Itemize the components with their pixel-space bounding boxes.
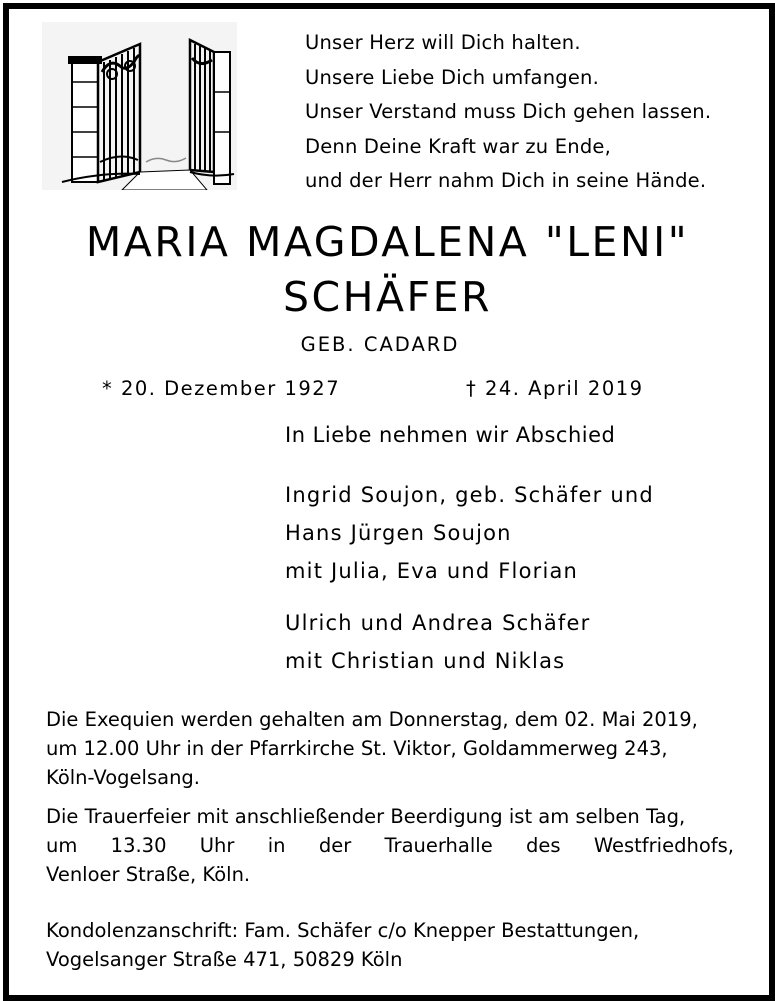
trauerfeier-line3: Venloer Straße, Köln. [46,863,251,886]
open-gate-illustration [42,22,237,190]
word: der [318,834,352,857]
birth-date: * 20. Dezember 1927 [102,377,341,400]
poem-line: Unser Herz will Dich halten. [305,31,581,54]
family-group-2 [285,604,590,680]
family-line: Ulrich und Andrea Schäfer [285,611,591,635]
exequien-paragraph [46,705,734,792]
kondolenz-line: Vogelsanger Straße 471, 50829 Köln [46,948,403,971]
kondolenz-line: Kondolenzanschrift: Fam. Schäfer c/o Knepper Bestattungen, [46,919,640,942]
trauerfeier-line [46,802,734,831]
word: Uhr [199,834,235,857]
word: um [46,834,78,857]
exequien-line: Die Exequien werden gehalten am Donnerstag, dem 02. Mai 2019, [46,708,698,731]
word: Trauerhalle [384,834,493,857]
deceased-name-line1: MARIA MAGDALENA "LENI" [85,218,690,266]
word: 13.30 [110,834,167,857]
family-line: Ingrid Soujon, geb. Schäfer und [285,483,654,507]
word: des [526,834,561,857]
poem-line: Unser Verstand muss Dich gehen lassen. [305,100,712,123]
word: Westfriedhofs, [593,834,734,857]
trauerfeier-paragraph [46,802,734,889]
exequien-line: Köln-Vogelsang. [46,766,201,789]
trauerfeier-line-justified [46,831,734,860]
family-line: Hans Jürgen Soujon [285,521,512,545]
deceased-name-line2: SCHÄFER [282,273,492,321]
poem-line: Unsere Liebe Dich umfangen. [305,65,599,89]
death-date: † 24. April 2019 [466,377,644,400]
word: in [267,834,286,857]
farewell-text: In Liebe nehmen wir Abschied [285,423,616,447]
poem-line: Denn Deine Kraft war zu Ende, [305,134,611,158]
family-group-1 [285,476,654,590]
trauerfeier-line1: Die Trauerfeier mit anschließender Beerdigung ist am selben Tag, [46,805,686,828]
poem-line: und der Herr nahm Dich in seine Hände. [305,169,707,192]
family-line: mit Julia, Eva und Florian [285,559,579,583]
poem [305,26,711,199]
kondolenz-paragraph [46,916,734,974]
family-line: mit Christian und Niklas [285,649,566,673]
birth-name: GEB. CADARD [300,333,460,356]
exequien-line: um 12.00 Uhr in der Pfarrkirche St. Viktor, Goldammerweg 243, [46,737,668,760]
